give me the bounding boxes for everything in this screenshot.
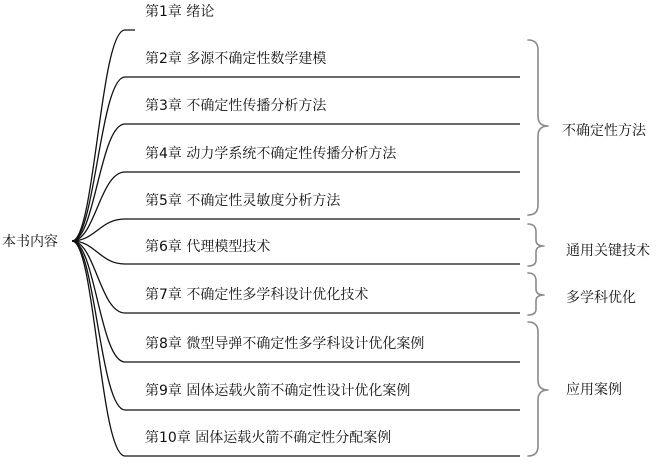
chapter-label: 第10章 固体运载火箭不确定性分配案例: [145, 430, 392, 446]
group-label-multidisciplinary-opt: 多学科优化: [566, 290, 636, 306]
branch-ch5: [72, 219, 520, 241]
chapter-label: 第4章 动力学系统不确定性传播分析方法: [145, 146, 397, 162]
branch-ch3: [72, 124, 520, 241]
group-label-uncertainty-methods: 不确定性方法: [562, 123, 646, 139]
group-braces: [528, 40, 548, 456]
brace-common-key-tech: [528, 224, 544, 266]
group-label-application-cases: 应用案例: [566, 382, 622, 398]
chapter-label: 第5章 不确定性灵敏度分析方法: [145, 193, 341, 209]
chapter-label: 第9章 固体运载火箭不确定性设计优化案例: [145, 383, 411, 399]
group-label-common-key-tech: 通用关键技术: [566, 243, 650, 259]
group-labels: [562, 122, 650, 398]
chapter-label: 第2章 多源不确定性数学建模: [145, 51, 327, 67]
chapter-labels: [145, 3, 424, 446]
chapter-label: 第7章 不确定性多学科设计优化技术: [145, 287, 369, 303]
branch-ch6: [72, 241, 520, 264]
brace-application-cases: [528, 322, 548, 456]
brace-uncertainty-methods: [528, 40, 548, 215]
root-label: 本书内容: [2, 234, 58, 250]
chapter-label: 第1章 绪论: [145, 4, 215, 20]
chapter-label: 第3章 不确定性传播分析方法: [145, 98, 327, 114]
chapter-label: 第8章 微型导弹不确定性多学科设计优化案例: [145, 336, 425, 352]
brace-multidisciplinary-opt: [528, 273, 544, 315]
branch-ch1: [72, 30, 135, 241]
chapter-label: 第6章 代理模型技术: [145, 239, 271, 255]
